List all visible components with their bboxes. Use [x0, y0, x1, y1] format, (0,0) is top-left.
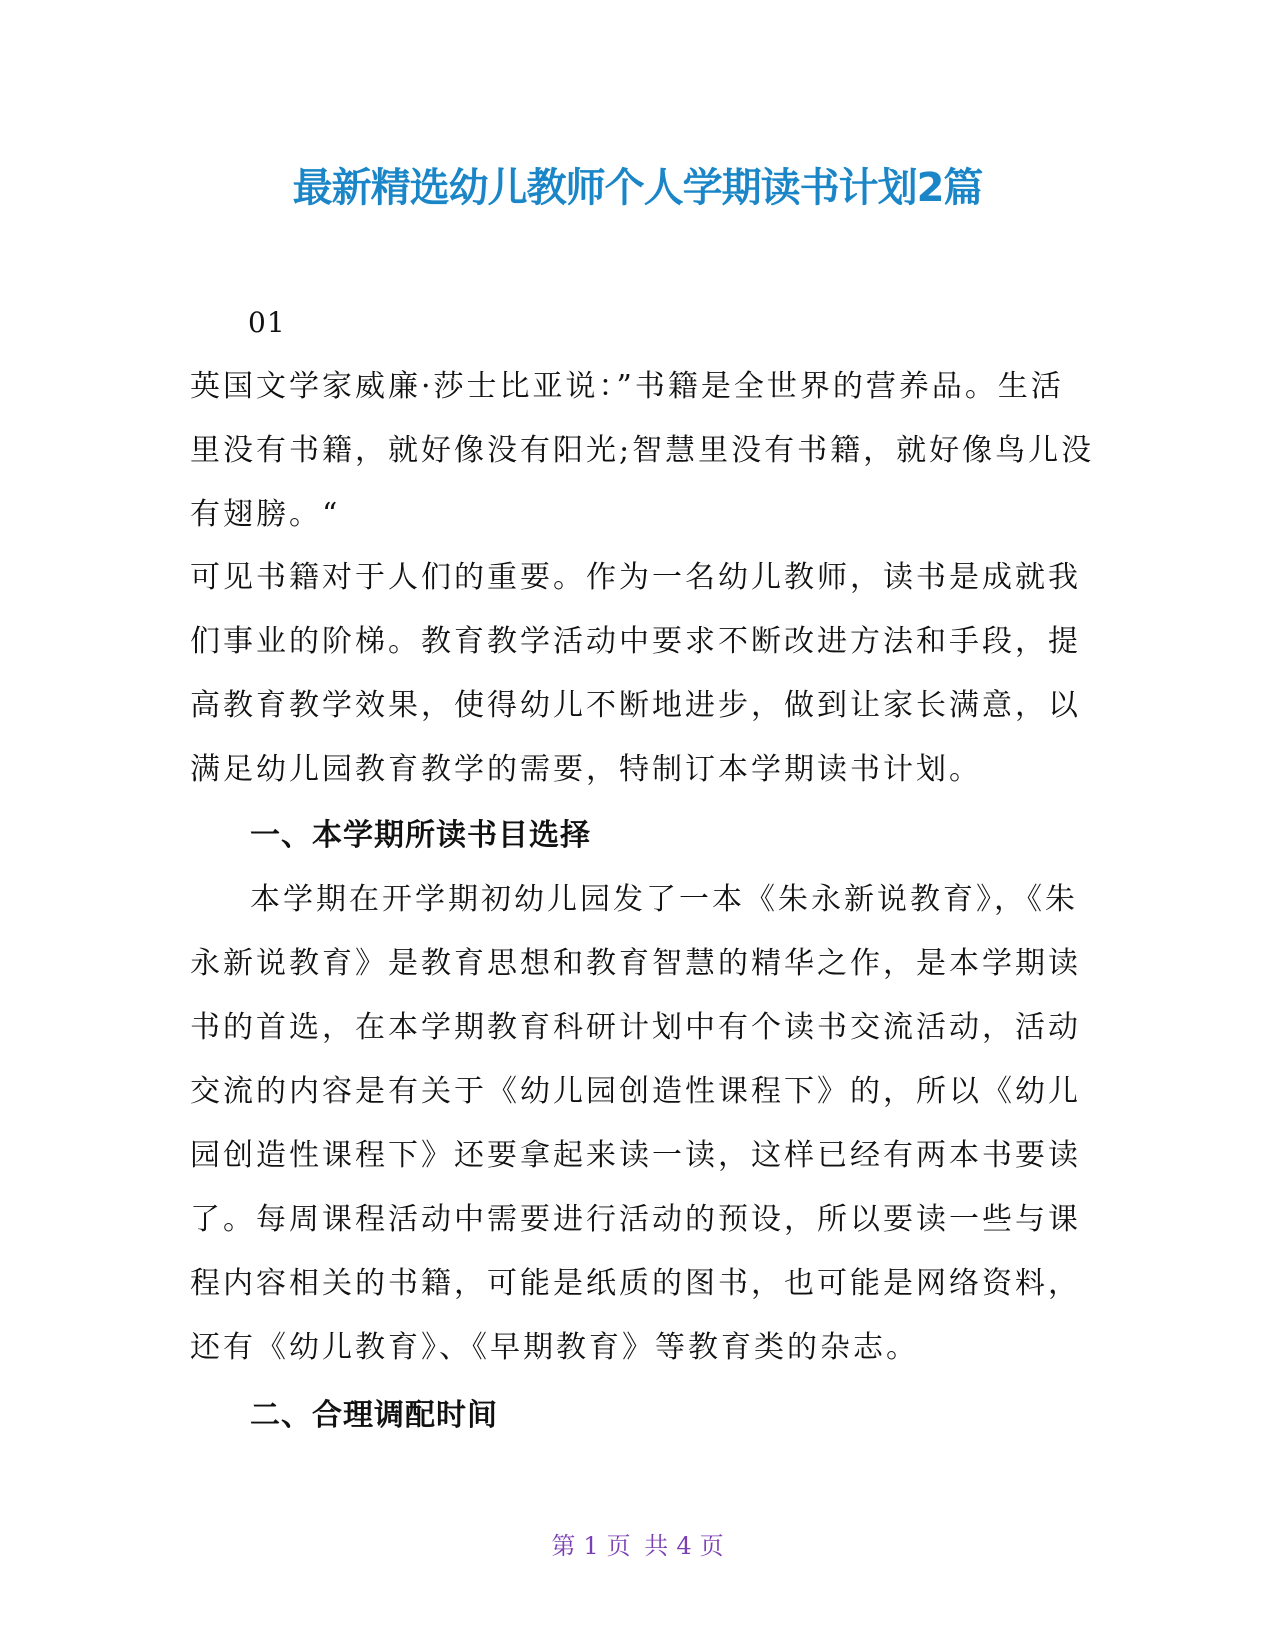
footer-current-page: 1: [583, 1532, 599, 1560]
section-heading-1: 一、本学期所读书目选择: [250, 818, 591, 853]
footer-prefix: 第: [551, 1532, 576, 1560]
section-marker: 01: [248, 306, 286, 339]
paragraph-book-selection: 本学期在开学期初幼儿园发了一本《朱永新说教育》，《朱永新说教育》是教育思想和教育智慧的精华之作，是本学期读书的首选，在本学期教育科研计划中有个读书交流活动，活动交流的内容是有关于《幼儿园创造性课程下》的，所以《幼儿园创造性课程下》还要拿起来读一读，这样已经有两本书要读了。每周课程活动中需要进行活动的预设，所以要读一些与课程内容相关的书籍，可能是纸质的图书，也可能是网络资料，还有《幼儿教育》、《早期教育》等教育类的杂志。: [190, 882, 1081, 1365]
section-heading-2: 二、合理调配时间: [250, 1398, 498, 1433]
paragraph-quote: 英国文学家威廉·莎士比亚说：”书籍是全世界的营养品。生活里没有书籍，就好像没有阳光;智慧里没有书籍，就好像鸟儿没有翅膀。“: [190, 369, 1095, 532]
paragraph-intro: 可见书籍对于人们的重要。作为一名幼儿教师，读书是成就我们事业的阶梯。教育教学活动中要求不断改进方法和手段，提高教育教学效果，使得幼儿不断地进步，做到让家长满意，以满足幼儿园教育教学的需要，特制订本学期读书计划。: [190, 560, 1081, 787]
footer-suffix: 页: [699, 1532, 724, 1560]
footer-mid: 页 共: [606, 1532, 669, 1560]
document-title: 最新精选幼儿教师个人学期读书计划2篇: [292, 165, 983, 211]
page-footer: [0, 1530, 1275, 1562]
footer-total-pages: 4: [676, 1532, 692, 1560]
